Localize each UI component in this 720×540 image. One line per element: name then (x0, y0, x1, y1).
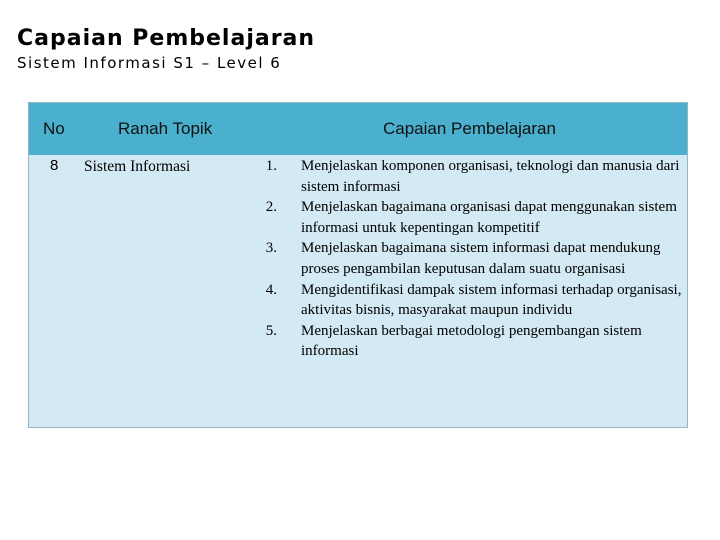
list-item (257, 238, 687, 279)
item-text: Menjelaskan bagaimana organisasi dapat menggunakan sistem informasi untuk kepentingan kompetitif (301, 199, 677, 236)
header-no: No (43, 119, 65, 138)
item-number: 4. (265, 281, 277, 298)
item-text: Mengidentifikasi dampak sistem informasi terhadap organisasi, aktivitas bisnis, masyarakat maupun individu (301, 281, 682, 319)
row-number: 8 (50, 157, 59, 174)
item-text: Menjelaskan bagaimana sistem informasi dapat mendukung proses pengambilan keputusan dalam suatu organisasi (301, 240, 661, 277)
header-topic: Ranah Topik (118, 119, 213, 138)
list-item (257, 321, 687, 362)
outcome-list (257, 156, 687, 362)
list-item (257, 280, 687, 321)
list-item (257, 197, 687, 238)
item-number: 2. (265, 199, 277, 216)
page-subtitle: Sistem Informasi S1 – Level 6 (17, 54, 282, 72)
item-text: Menjelaskan komponen organisasi, teknologi dan manusia dari sistem informasi (301, 158, 680, 195)
row-topic: Sistem Informasi (84, 158, 191, 175)
list-item (257, 156, 687, 197)
item-number: 5. (265, 322, 277, 339)
header-outcome: Capaian Pembelajaran (383, 119, 556, 138)
outcomes-table (28, 102, 688, 428)
table-header (29, 103, 687, 155)
item-text: Menjelaskan berbagai metodologi pengembangan sistem informasi (301, 322, 642, 360)
item-number: 3. (265, 240, 277, 257)
page-title: Capaian Pembelajaran (17, 26, 316, 51)
item-number: 1. (265, 158, 277, 174)
